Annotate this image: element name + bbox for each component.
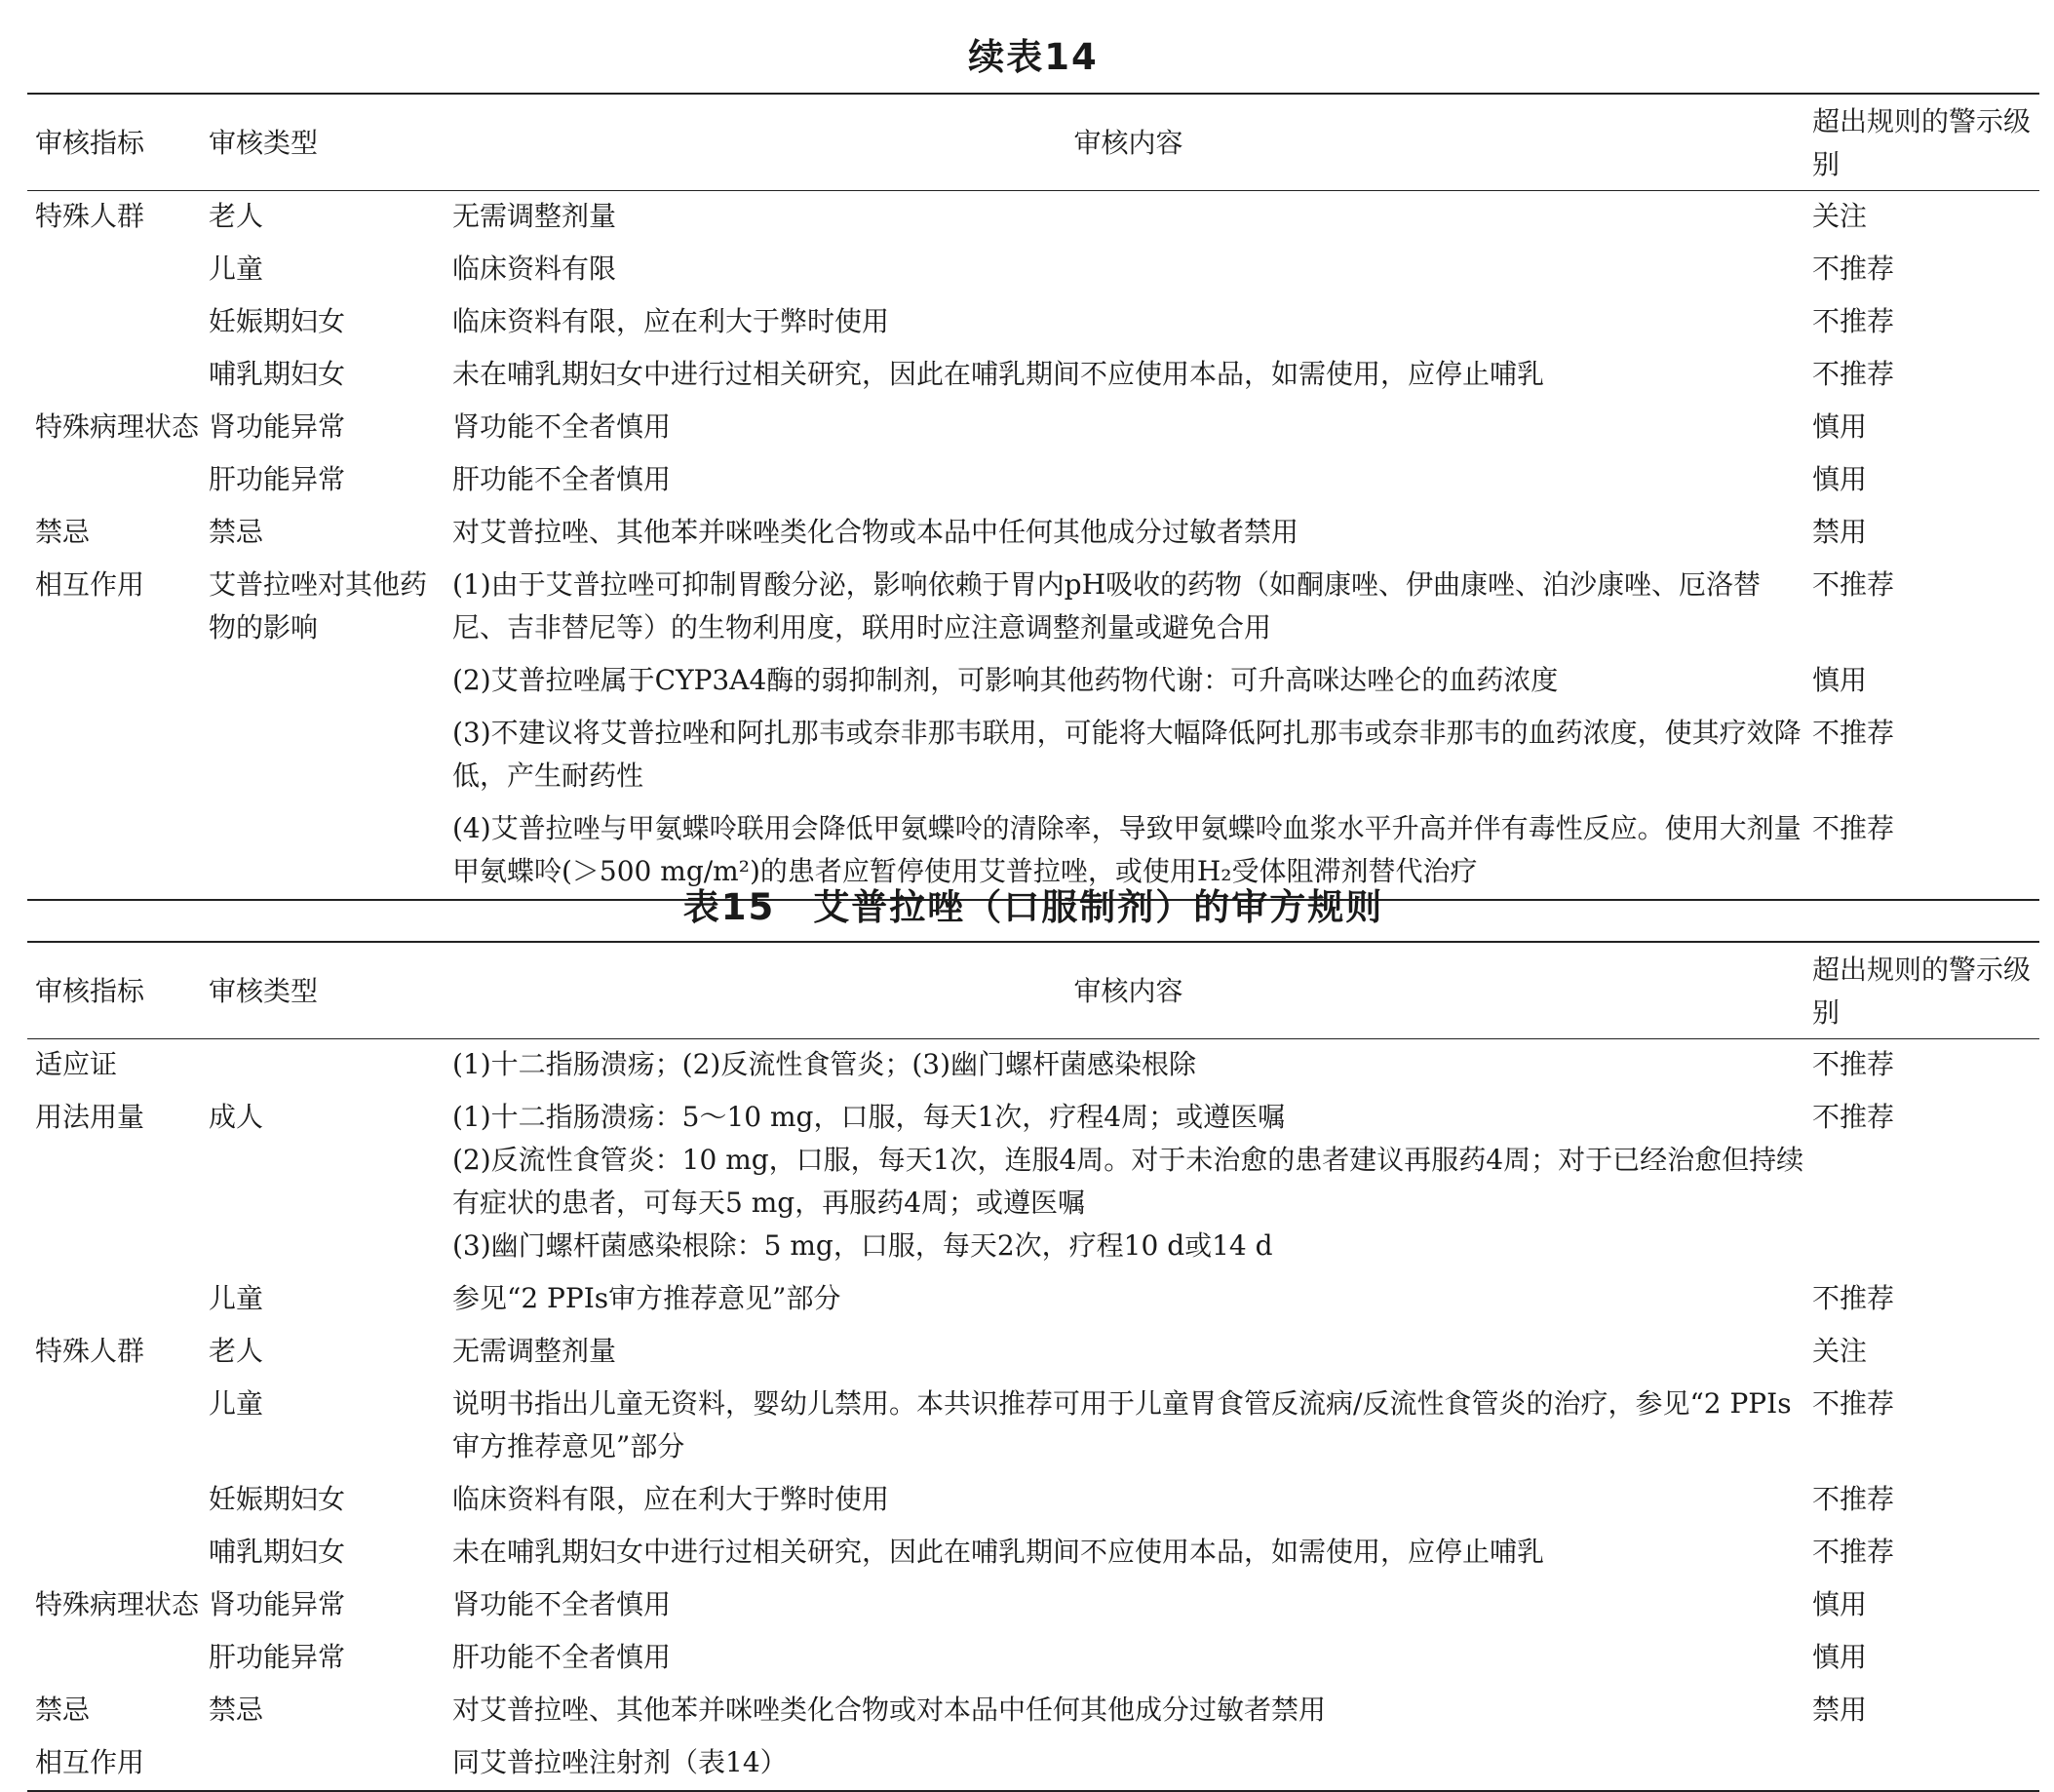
table14-caption: 续表14 <box>968 36 1099 78</box>
cell-warning-level: 不推荐 <box>1812 1387 1895 1420</box>
cell-content <box>445 1579 1804 1632</box>
table-row <box>27 507 2039 560</box>
cell-type: 肝功能异常 <box>209 1641 346 1673</box>
table-row <box>27 244 2039 296</box>
cell-content <box>445 1379 1804 1474</box>
cell-type: 妊娠期妇女 <box>209 305 346 337</box>
cell-warning-level: 慎用 <box>1812 1588 1868 1620</box>
cell-content <box>445 560 1804 655</box>
cell-content <box>445 1527 1804 1579</box>
cell-warning-level: 关注 <box>1812 1335 1868 1367</box>
header-warning-level: 超出规则的警示级别 <box>1804 942 2039 1039</box>
header-warning-level: 超出规则的警示级别 <box>1804 94 2039 191</box>
cell-content <box>445 507 1804 560</box>
cell-type <box>201 1737 445 1791</box>
cell-content <box>445 454 1804 507</box>
cell-indicator: 特殊病理状态 <box>35 410 200 443</box>
cell-type: 肝功能异常 <box>209 463 346 495</box>
cell-content <box>445 1039 1804 1093</box>
header-content: 审核内容 <box>445 942 1804 1039</box>
header-type: 审核类型 <box>201 94 445 191</box>
cell-indicator <box>27 1632 201 1685</box>
cell-content <box>445 1737 1804 1791</box>
table-row <box>27 349 2039 402</box>
cell-type: 儿童 <box>209 1387 264 1420</box>
cell-warning-level: 不推荐 <box>1812 358 1895 390</box>
cell-type: 哺乳期妇女 <box>209 1536 346 1568</box>
cell-content <box>445 244 1804 296</box>
cell-indicator <box>27 1273 201 1326</box>
cell-indicator <box>27 296 201 349</box>
cell-warning-level: 慎用 <box>1812 463 1868 495</box>
cell-warning-level: 不推荐 <box>1812 1048 1895 1080</box>
cell-content <box>445 1632 1804 1685</box>
table-row <box>27 1326 2039 1379</box>
cell-type: 艾普拉唑对其他药物的影响 <box>209 568 428 643</box>
cell-content <box>445 296 1804 349</box>
cell-indicator: 相互作用 <box>35 568 145 601</box>
cell-indicator: 特殊人群 <box>35 1335 145 1367</box>
table-row <box>27 454 2039 507</box>
cell-warning-level: 慎用 <box>1812 1641 1868 1673</box>
table-row <box>27 1527 2039 1579</box>
cell-type: 妊娠期妇女 <box>209 1483 346 1515</box>
content-line: 肝功能不全者慎用 <box>452 1641 672 1673</box>
cell-indicator <box>27 454 201 507</box>
cell-type: 老人 <box>209 1335 264 1367</box>
content-line: 同艾普拉唑注射剂（表14） <box>452 1746 788 1778</box>
cell-content <box>445 349 1804 402</box>
cell-type <box>201 655 445 708</box>
content-line: (4)艾普拉唑与甲氨蝶呤联用会降低甲氨蝶呤的清除率，导致甲氨蝶呤血浆水平升高并伴有毒性反应。使用大剂量甲氨蝶呤(＞500 mg/m²)的患者应暂停使用艾普拉唑，或使用H₂受体阻滞剂替代治疗 <box>452 812 1802 887</box>
cell-type: 成人 <box>209 1101 264 1133</box>
cell-indicator: 适应证 <box>35 1048 118 1080</box>
cell-warning-level: 禁用 <box>1812 516 1868 548</box>
cell-indicator <box>27 1379 201 1474</box>
table-row <box>27 655 2039 708</box>
cell-warning-level: 不推荐 <box>1812 305 1895 337</box>
cell-warning-level: 不推荐 <box>1812 1483 1895 1515</box>
table-row <box>27 1273 2039 1326</box>
cell-type <box>201 708 445 803</box>
cell-indicator <box>27 655 201 708</box>
content-line: 对艾普拉唑、其他苯并咪唑类化合物或对本品中任何其他成分过敏者禁用 <box>452 1694 1327 1726</box>
table-row <box>27 1039 2039 1093</box>
cell-content <box>445 1326 1804 1379</box>
table15-body <box>27 1039 2039 1792</box>
table-row <box>27 296 2039 349</box>
table-row <box>27 402 2039 454</box>
content-line: (3)不建议将艾普拉唑和阿扎那韦或奈非那韦联用，可能将大幅降低阿扎那韦或奈非那韦的血药浓度，使其疗效降低，产生耐药性 <box>452 717 1802 792</box>
table14 <box>27 93 2039 901</box>
table15-header-row <box>27 942 2039 1039</box>
table15-caption: 表15 艾普拉唑（口服制剂）的审方规则 <box>682 886 1384 928</box>
header-type: 审核类型 <box>201 942 445 1039</box>
cell-warning-level: 不推荐 <box>1812 253 1895 285</box>
cell-content <box>445 191 1804 245</box>
cell-warning-level: 不推荐 <box>1812 812 1895 844</box>
cell-warning-level: 禁用 <box>1812 1694 1868 1726</box>
table14-body <box>27 191 2039 901</box>
cell-indicator <box>27 349 201 402</box>
content-line: (2)反流性食管炎：10 mg，口服，每天1次，连服4周。对于未治愈的患者建议再服药4周；对于已经治愈但持续有症状的患者，可每天5 mg，再服药4周；或遵医嘱 <box>452 1144 1804 1219</box>
table-row <box>27 191 2039 245</box>
cell-content <box>445 1092 1804 1273</box>
cell-type: 儿童 <box>209 253 264 285</box>
content-line: 无需调整剂量 <box>452 1335 617 1367</box>
cell-warning-level: 关注 <box>1812 200 1868 232</box>
table-row <box>27 560 2039 655</box>
content-line: 未在哺乳期妇女中进行过相关研究，因此在哺乳期间不应使用本品，如需使用，应停止哺乳 <box>452 358 1545 390</box>
table14-header-row <box>27 94 2039 191</box>
cell-type: 老人 <box>209 200 264 232</box>
cell-warning-level: 不推荐 <box>1812 1282 1895 1314</box>
table-row <box>27 1632 2039 1685</box>
cell-content <box>445 1685 1804 1737</box>
cell-type: 禁忌 <box>209 516 264 548</box>
cell-content <box>445 1273 1804 1326</box>
content-line: 说明书指出儿童无资料，婴幼儿禁用。本共识推荐可用于儿童胃食管反流病/反流性食管炎的治疗，参见“2 PPIs审方推荐意见”部分 <box>452 1387 1792 1462</box>
content-line: 未在哺乳期妇女中进行过相关研究，因此在哺乳期间不应使用本品，如需使用，应停止哺乳 <box>452 1536 1545 1568</box>
header-indicator: 审核指标 <box>27 94 201 191</box>
cell-indicator: 特殊人群 <box>35 200 145 232</box>
content-line: (3)幽门螺杆菌感染根除：5 mg，口服，每天2次，疗程10 d或14 d <box>452 1229 1273 1262</box>
cell-indicator: 禁忌 <box>35 516 91 548</box>
table-row <box>27 708 2039 803</box>
cell-content <box>445 655 1804 708</box>
cell-warning-level: 慎用 <box>1812 664 1868 696</box>
content-line: 肾功能不全者慎用 <box>452 410 672 443</box>
table-row <box>27 1092 2039 1273</box>
content-line: 临床资料有限，应在利大于弊时使用 <box>452 305 890 337</box>
table-row <box>27 1579 2039 1632</box>
content-line: (1)十二指肠溃疡；(2)反流性食管炎；(3)幽门螺杆菌感染根除 <box>452 1048 1196 1080</box>
table-row <box>27 1685 2039 1737</box>
cell-content <box>445 1474 1804 1527</box>
table-row <box>27 1379 2039 1474</box>
cell-warning-level: 不推荐 <box>1812 1536 1895 1568</box>
content-line: (2)艾普拉唑属于CYP3A4酶的弱抑制剂，可影响其他药物代谢：可升高咪达唑仑的血药浓度 <box>452 664 1559 696</box>
cell-type: 肾功能异常 <box>209 410 346 443</box>
content-line: (1)十二指肠溃疡：5～10 mg，口服，每天1次，疗程4周；或遵医嘱 <box>452 1101 1286 1133</box>
cell-warning-level <box>1804 1737 2039 1791</box>
content-line: 临床资料有限 <box>452 253 617 285</box>
cell-indicator: 特殊病理状态 <box>35 1588 200 1620</box>
content-line: 参见“2 PPIs审方推荐意见”部分 <box>452 1282 841 1314</box>
cell-type: 儿童 <box>209 1282 264 1314</box>
content-line: 临床资料有限，应在利大于弊时使用 <box>452 1483 890 1515</box>
cell-indicator <box>27 1474 201 1527</box>
cell-indicator <box>27 708 201 803</box>
cell-type: 肾功能异常 <box>209 1588 346 1620</box>
content-line: 肝功能不全者慎用 <box>452 463 672 495</box>
content-line: 对艾普拉唑、其他苯并咪唑类化合物或本品中任何其他成分过敏者禁用 <box>452 516 1299 548</box>
cell-type: 哺乳期妇女 <box>209 358 346 390</box>
table-row <box>27 1474 2039 1527</box>
table-row <box>27 1737 2039 1791</box>
cell-warning-level: 不推荐 <box>1812 1101 1895 1133</box>
content-line: 无需调整剂量 <box>452 200 617 232</box>
cell-indicator: 禁忌 <box>35 1694 91 1726</box>
cell-indicator: 相互作用 <box>35 1746 145 1778</box>
cell-warning-level: 慎用 <box>1812 410 1868 443</box>
cell-content <box>445 402 1804 454</box>
table15 <box>27 941 2039 1792</box>
content-line: 肾功能不全者慎用 <box>452 1588 672 1620</box>
cell-indicator: 用法用量 <box>35 1101 145 1133</box>
cell-indicator <box>27 1527 201 1579</box>
cell-type: 禁忌 <box>209 1694 264 1726</box>
cell-warning-level: 不推荐 <box>1812 568 1895 601</box>
cell-type <box>201 1039 445 1093</box>
cell-indicator <box>27 244 201 296</box>
cell-warning-level: 不推荐 <box>1812 717 1895 749</box>
cell-content <box>445 708 1804 803</box>
header-indicator: 审核指标 <box>27 942 201 1039</box>
content-line: (1)由于艾普拉唑可抑制胃酸分泌，影响依赖于胃内pH吸收的药物（如酮康唑、伊曲康唑、泊沙康唑、厄洛替尼、吉非替尼等）的生物利用度，联用时应注意调整剂量或避免合用 <box>452 568 1762 643</box>
header-content: 审核内容 <box>445 94 1804 191</box>
